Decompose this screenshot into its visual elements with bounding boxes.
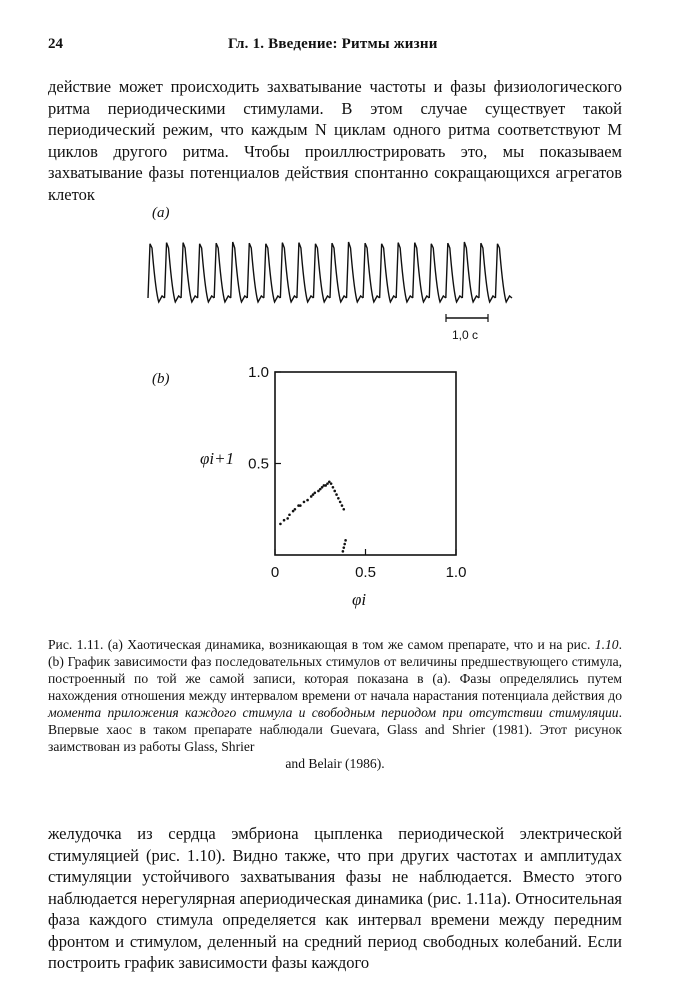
- action-potential-spike: [429, 244, 446, 302]
- data-point: [303, 501, 306, 504]
- action-potential-spike: [330, 243, 347, 302]
- data-point: [333, 490, 336, 493]
- action-potential-spike: [413, 243, 430, 302]
- data-point: [279, 523, 282, 526]
- y-tick-label: 0.5: [248, 455, 269, 473]
- data-point: [288, 513, 291, 516]
- action-potential-spike: [181, 243, 198, 302]
- running-title: Гл. 1. Введение: Ритмы жизни: [228, 36, 438, 52]
- data-point: [342, 508, 345, 511]
- paragraph-bottom: желудочка из сердца эмбриона цыпленка периодической электрической стимуляцией (рис. 1.10). Видно также, что при других частотах и амплитудах стимуляции устойчивого захватывания фазы не наблюдается. Вместо этого наблюдается нерегулярная апериодическая динамика (рис. 1.11a). Относительная фаза каждого стимула определяется как интервал времени между передним фронтом и стимулом, деленный на средний период свободных колебаний. Если построить график зависимости фазы каждого: [48, 824, 622, 972]
- data-point: [314, 491, 317, 494]
- running-header: [48, 36, 622, 58]
- action-potential-spike: [363, 243, 380, 302]
- y-axis-label: φi+1: [200, 449, 235, 468]
- plot-frame: [275, 372, 456, 555]
- data-point: [335, 493, 338, 496]
- action-potential-spike: [396, 243, 413, 302]
- page-number: 24: [48, 36, 63, 52]
- action-potential-spike: [214, 243, 231, 302]
- action-potential-spike: [462, 242, 479, 302]
- action-potential-trace: [140, 232, 525, 347]
- phase-map-chart: [190, 360, 480, 620]
- data-point: [299, 504, 302, 507]
- data-point: [342, 546, 345, 549]
- scale-bar-label: 1,0 с: [452, 328, 479, 342]
- ticks-group: [275, 372, 456, 555]
- tick-labels-group: [248, 364, 466, 581]
- action-potential-spike: [247, 243, 264, 302]
- x-tick-label: 0: [270, 564, 280, 581]
- figure-caption: [48, 636, 622, 772]
- caption-part-1: Рис. 1.11. (a) Хаотическая динамика, возникающая в том же самом препарате, что и на рис.: [48, 637, 595, 652]
- figure-b-label: (b): [152, 371, 170, 387]
- data-point: [332, 486, 335, 489]
- action-potential-spike: [264, 244, 281, 302]
- caption-italic: момента приложения каждого стимула и свободным периодом при отсутствии стимуляции: [48, 705, 619, 720]
- points-group: [279, 481, 347, 553]
- action-potential-spike: [198, 244, 215, 302]
- paragraph-top: действие может происходить захватывание частоты и фазы физиологического ритма периодическими стимулами. В этом случае существует такой периодический режим, что каждым N циклам одного ритма соответствуют M циклов другого ритма. Чтобы проиллюстрировать это, мы показываем захватывание фазы потенциалов действия спонтанно сокращающихся агрегатов клеток: [48, 77, 622, 204]
- action-potential-spike: [446, 243, 463, 302]
- data-point: [330, 482, 333, 485]
- caption-ref-fig: 1.10: [594, 637, 619, 652]
- action-potential-spike: [148, 244, 165, 302]
- caption-part-3: . Впервые хаос в таком препарате наблюдали Guevara, Glass and Shrier (1981). Этот рисунок заимствован из работы Glass, Shrier: [48, 705, 622, 754]
- caption-part-2: . (b) График зависимости фаз последовательных стимулов от величины предшествующего стимула, построенный по той же самой записи, которая показана в (a). Фазы определялись путем нахождения отношения между интервалом времени от начала нарастания потенциала действия до: [48, 637, 622, 703]
- data-point: [306, 499, 309, 502]
- data-point: [343, 543, 346, 546]
- data-point: [294, 508, 297, 511]
- data-point: [286, 517, 289, 520]
- data-point: [283, 519, 286, 522]
- data-point: [337, 497, 340, 500]
- action-potential-spike: [297, 243, 314, 302]
- data-point: [339, 501, 342, 504]
- data-point: [344, 539, 347, 542]
- figure-a-label: (a): [152, 205, 170, 221]
- data-point: [341, 504, 344, 507]
- action-potential-spike: [347, 242, 364, 302]
- action-potential-spike: [313, 244, 330, 302]
- x-tick-label: 0.5: [355, 564, 376, 581]
- action-potential-spike: [479, 243, 496, 302]
- y-tick-label: 1.0: [248, 364, 269, 381]
- action-potential-spike: [231, 242, 248, 302]
- data-point: [342, 550, 345, 553]
- action-potential-spike: [280, 243, 297, 302]
- action-potential-spike: [380, 244, 397, 302]
- x-axis-label: φi: [352, 590, 367, 609]
- action-potential-spike: [165, 243, 182, 302]
- caption-last-line: and Belair (1986).: [285, 756, 385, 771]
- action-potential-spike: [495, 244, 512, 302]
- x-tick-label: 1.0: [445, 564, 467, 581]
- trace-group: [148, 242, 512, 302]
